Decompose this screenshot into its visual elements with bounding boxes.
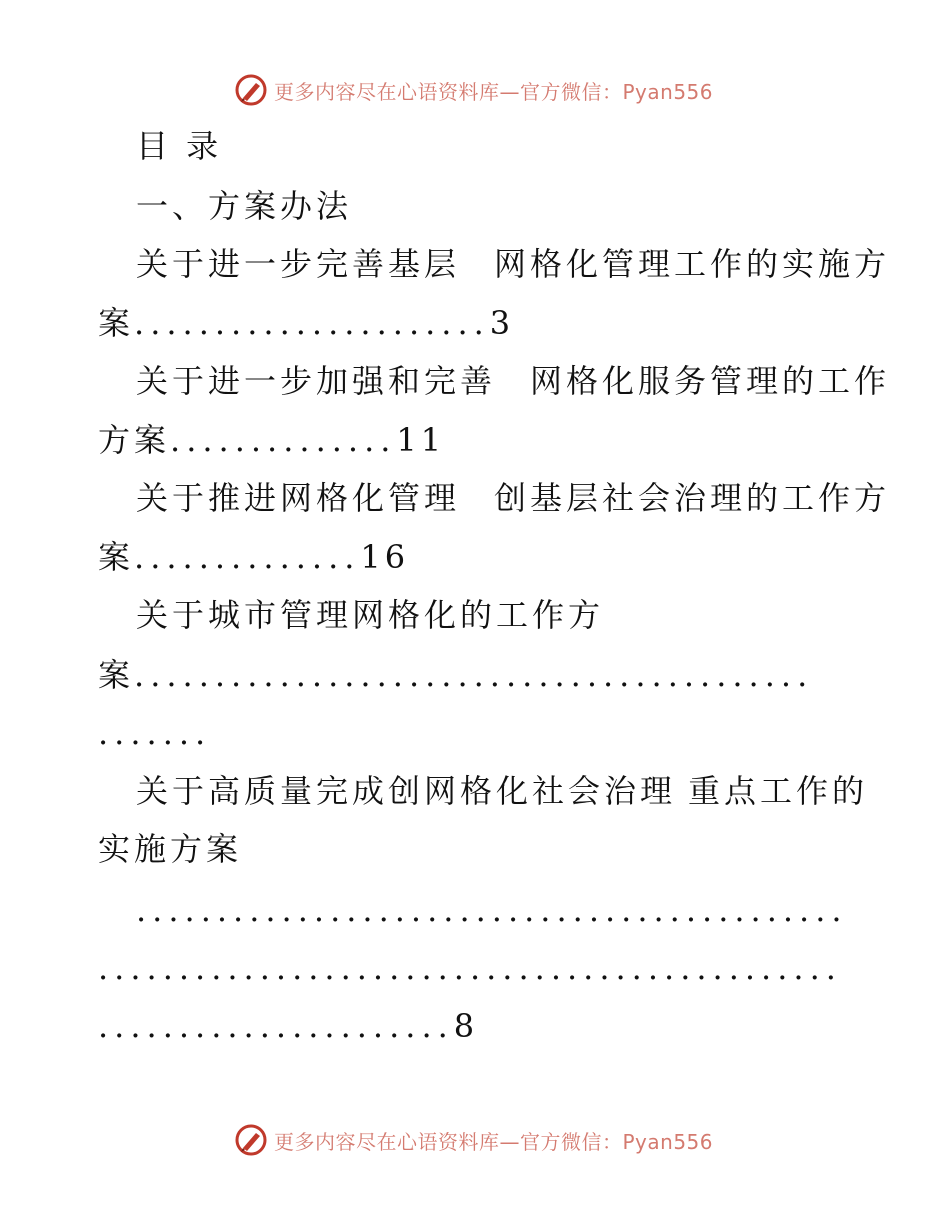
toc-entry-1-title-part2: 网格化管理工作的实施方 — [494, 245, 891, 283]
toc-entry-1-title[interactable] — [136, 244, 890, 284]
watermark-text: 更多内容尽在心语资料库—官方微信：Pyan556 — [274, 1129, 714, 1154]
toc-entry-2-title[interactable] — [136, 361, 890, 401]
toc-entry-4-title[interactable]: 关于城市管理网格化的工作方 — [136, 596, 605, 634]
toc-title: 目 录 — [136, 127, 223, 165]
toc-entry-2-title-part2: 网格化服务管理的工作 — [530, 362, 891, 400]
toc-entry-5-leader-final[interactable] — [98, 1006, 478, 1046]
toc-entry-2-title-end: 方案 — [98, 421, 171, 459]
section-heading: 一、方案办法 — [136, 187, 353, 225]
toc-entry-3-title[interactable] — [136, 478, 890, 518]
toc-entry-3-title-part1: 关于推进网格化管理 — [136, 479, 461, 517]
toc-entry-2-continuation[interactable] — [98, 420, 445, 460]
toc-entry-5-title-part1: 关于高质量完成创网格化社会治理 — [136, 772, 677, 810]
toc-entry-5-title-part2: 重点工作的 — [688, 772, 869, 810]
toc-entry-3-title-part2: 创基层社会治理的工作方 — [494, 479, 891, 517]
toc-entry-2-leader: .............. — [170, 421, 397, 459]
toc-entry-3-title-end: 案 — [98, 538, 135, 576]
toc-entry-3-continuation[interactable] — [98, 537, 409, 577]
watermark-banner-bottom — [234, 1120, 713, 1160]
toc-entry-1-continuation[interactable] — [98, 303, 514, 343]
toc-entry-1-title-part1: 关于进一步完善基层 — [136, 245, 461, 283]
toc-entry-5-page: 8 — [453, 1007, 479, 1045]
toc-entry-5-title-end[interactable]: 实施方案 — [98, 830, 243, 868]
toc-entry-5-leader-end: ...................... — [98, 1007, 454, 1045]
watermark-banner-top — [234, 70, 713, 110]
toc-entry-1-leader: ...................... — [134, 304, 490, 342]
toc-entry-4-title-end: 案 — [98, 656, 135, 694]
watermark-text: 更多内容尽在心语资料库—官方微信：Pyan556 — [274, 79, 714, 104]
toc-entry-4-leader: .......................................... — [134, 656, 814, 694]
toc-entry-3-page: 16 — [360, 538, 410, 576]
toc-entry-5-leader-continued: .............................................. — [98, 949, 842, 987]
toc-entry-1-title-end: 案 — [98, 304, 135, 342]
toc-entry-2-page: 11 — [396, 421, 446, 459]
toc-entry-5-title[interactable] — [136, 771, 868, 811]
pen-logo-icon — [234, 73, 268, 107]
toc-entry-4-continuation[interactable] — [98, 655, 813, 695]
toc-entry-1-page: 3 — [489, 304, 515, 342]
toc-entry-5-leader: ............................................ — [136, 891, 848, 929]
toc-entry-4-leader-continued: ....... — [98, 714, 212, 752]
pen-logo-icon — [234, 1123, 268, 1157]
toc-entry-2-title-part1: 关于进一步加强和完善 — [136, 362, 497, 400]
toc-entry-3-leader: .............. — [134, 538, 361, 576]
